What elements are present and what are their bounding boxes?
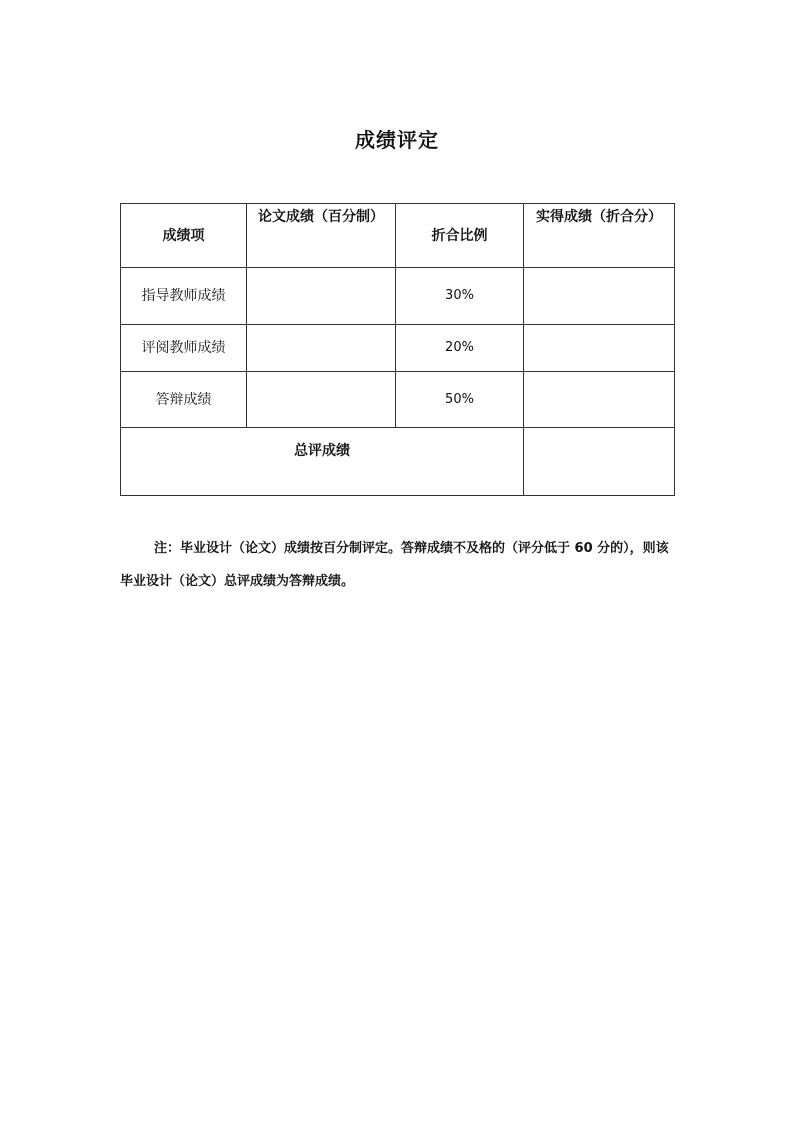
row-item-label: 答辩成绩 — [121, 372, 247, 428]
footnote: 注：毕业设计（论文）成绩按百分制评定。答辩成绩不及格的（评分低于 60 分的），则该毕业设计（论文）总评成绩为答辩成绩。 — [120, 541, 669, 589]
row-item-label: 指导教师成绩 — [121, 268, 247, 325]
table-header-row — [121, 204, 675, 268]
header-item: 成绩项 — [121, 204, 247, 268]
row-score-cell — [247, 325, 396, 372]
row-score-cell — [247, 268, 396, 325]
row-score-cell — [247, 372, 396, 428]
header-earned-score: 实得成绩（折合分） — [524, 204, 675, 268]
row-ratio-cell: 50% — [396, 372, 524, 428]
table-row — [121, 372, 675, 428]
row-earned-cell — [524, 325, 675, 372]
row-earned-cell — [524, 268, 675, 325]
table-row — [121, 325, 675, 372]
row-ratio-cell: 20% — [396, 325, 524, 372]
page-title: 成绩评定 — [355, 128, 439, 152]
row-earned-cell — [524, 372, 675, 428]
total-value-cell — [524, 428, 675, 496]
total-label: 总评成绩 — [121, 428, 524, 496]
table-row — [121, 268, 675, 325]
header-paper-score: 论文成绩（百分制） — [247, 204, 396, 268]
row-ratio-cell: 30% — [396, 268, 524, 325]
total-row — [121, 428, 675, 496]
row-item-label: 评阅教师成绩 — [121, 325, 247, 372]
header-ratio: 折合比例 — [396, 204, 524, 268]
grade-table — [120, 203, 675, 496]
